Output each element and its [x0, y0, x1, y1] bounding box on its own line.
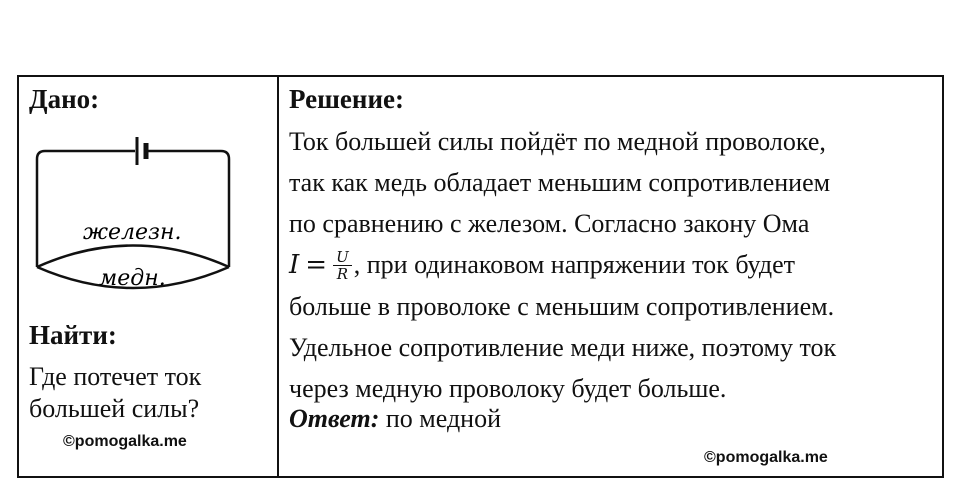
- copper-wire-label: медн.: [99, 266, 166, 291]
- iron-wire-label: железн.: [83, 220, 182, 245]
- find-line: Где потечет ток: [29, 362, 202, 391]
- given-label: Дано:: [29, 84, 100, 114]
- formula-equals: =: [305, 250, 328, 280]
- task-table: [17, 75, 944, 478]
- solution-line: так как медь обладает меньшим сопротивлением: [289, 168, 831, 197]
- solution-line: Удельное сопротивление меди ниже, поэтому ток: [289, 333, 837, 362]
- solution-line: через медную проволоку будет больше.: [289, 374, 727, 403]
- watermark-right: ©pomogalka.me: [704, 449, 828, 466]
- find-label: Найти:: [29, 320, 117, 350]
- given-column: [19, 77, 277, 476]
- solution-line: по сравнению с железом. Согласно закону Ома: [289, 209, 810, 238]
- find-line: большей силы?: [29, 394, 200, 423]
- solution-text: [289, 121, 949, 409]
- formula-denominator: R: [336, 265, 349, 283]
- circuit-diagram: [31, 119, 237, 319]
- find-question: [29, 361, 201, 425]
- solution-column: [279, 77, 942, 476]
- solution-label: Решение:: [289, 84, 404, 114]
- watermark-left: ©pomogalka.me: [63, 433, 187, 450]
- answer-row: [289, 403, 501, 435]
- solution-line: больше в проволоке с меньшим сопротивлением.: [289, 292, 835, 321]
- answer-label: Ответ:: [289, 404, 380, 433]
- formula-numerator: U: [333, 249, 352, 266]
- formula-current: I: [289, 250, 300, 280]
- formula-fraction: [333, 249, 352, 282]
- iron-wire: [37, 246, 229, 268]
- ohm-law-formula: [289, 245, 354, 286]
- ohm-law-line: [289, 244, 949, 286]
- wire-top-right: [148, 151, 229, 267]
- battery-icon: [137, 137, 146, 165]
- answer-value: по медной: [379, 404, 502, 433]
- solution-line: Ток большей силы пойдёт по медной проволоке,: [289, 127, 826, 156]
- formula-after-text: , при одинаковом напряжении ток будет: [353, 250, 796, 279]
